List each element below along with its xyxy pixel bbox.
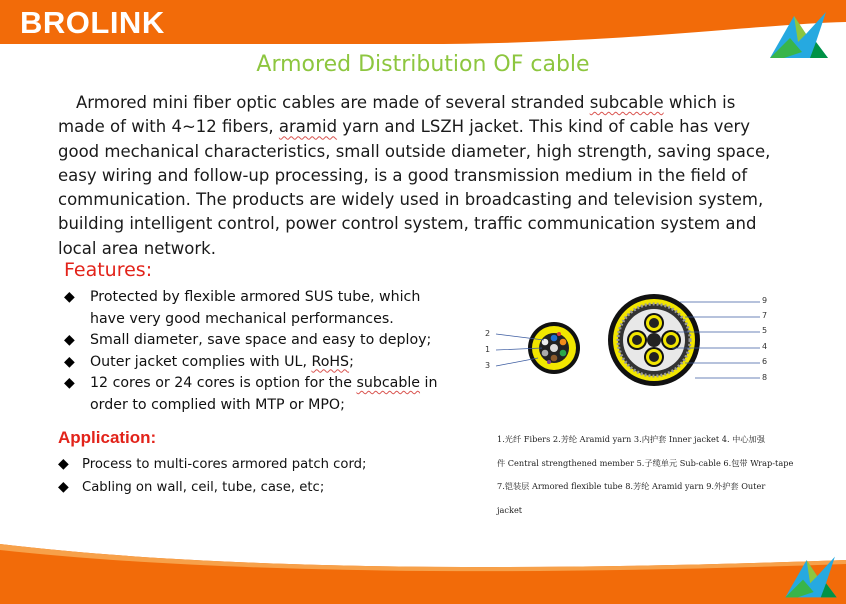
intro-paragraph [58,91,773,261]
diamond-bullet-icon: ◆ [58,479,69,495]
feature-text: in [420,375,438,391]
application-list [58,453,458,499]
intro-word-subcable: subcable [589,93,664,112]
diamond-bullet-icon: ◆ [64,289,75,305]
feature-word-rohs: RoHS [311,353,350,370]
feature-item [64,373,464,416]
legend-line: 件 Central strengthened member 5.子缆单元 Sub-cable 6.包带 Wrap-tape [497,457,794,468]
intro-text: Armored mini fiber optic cables are made of several stranded [76,93,590,112]
feature-item [64,287,464,330]
feature-item [64,330,464,352]
feature-text: Protected by flexible armored SUS tube, which [90,289,421,305]
diagram-label: 5 [762,326,768,335]
legend-line: jacket [497,504,523,515]
features-list [64,287,464,416]
feature-text: ; [349,353,354,370]
diagram-label: 1 [485,345,491,354]
cable-cross-section-diagram [480,290,780,390]
diagram-legend [497,428,807,522]
application-text: Process to multi-cores armored patch cord; [82,457,367,472]
diagram-label: 9 [762,296,768,305]
feature-item [64,352,464,374]
diamond-bullet-icon: ◆ [64,332,75,348]
feature-text: Outer jacket complies with UL, [90,353,312,370]
features-heading: Features: [64,259,153,281]
feature-text: 12 cores or 24 cores is option for the [90,375,357,391]
diamond-bullet-icon: ◆ [58,456,69,472]
diamond-bullet-icon: ◆ [64,353,75,370]
feature-text-cont: have very good mechanical performances. [90,310,394,327]
diagram-label: 7 [762,311,768,320]
diagram-label: 4 [762,342,768,351]
diagram-label: 3 [485,361,491,370]
application-item [58,476,458,499]
runner-logo-icon [780,552,842,602]
application-item [58,453,458,476]
page-title: Armored Distribution OF cable [256,52,590,77]
brand-logo-text: BROLINK [20,5,165,40]
intro-text: yarn and LSZH jacket. This kind of cable has very good mechanical characteristics, small outside diameter, high strength, saving space, easy wiring and follow-up processing, is a good transmission medium in the field of communication. The products are widely used in broadcasting and television system, building intelligent control, power control system, traffic communication system and local area network. [58,117,771,258]
feature-text-cont: order to complied with MTP or MPO; [90,396,345,413]
application-heading: Application: [58,428,157,447]
diagram-label: 2 [485,329,491,338]
armored-cable-cross-section [608,294,700,386]
diagram-label: 6 [762,357,768,366]
legend-line: 1.光纤 Fibers 2.芳纶 Aramid yarn 3.内护套 Inner jacket 4. 中心加强 [497,434,765,444]
application-text: Cabling on wall, ceil, tube, case, etc; [82,480,325,495]
diagram-label: 8 [762,373,768,382]
feature-text: Small diameter, save space and easy to deploy; [90,332,432,348]
feature-word-subcable: subcable [356,375,421,391]
footer-wave [0,530,846,604]
legend-line: 7.铠装层 Armored flexible tube 8.芳纶 Aramid yarn 9.外护套 Outer [497,481,766,491]
diamond-bullet-icon: ◆ [64,375,75,391]
intro-word-aramid: aramid [278,117,338,137]
intro-text: which is made of with 4~12 fibers, [58,93,736,137]
